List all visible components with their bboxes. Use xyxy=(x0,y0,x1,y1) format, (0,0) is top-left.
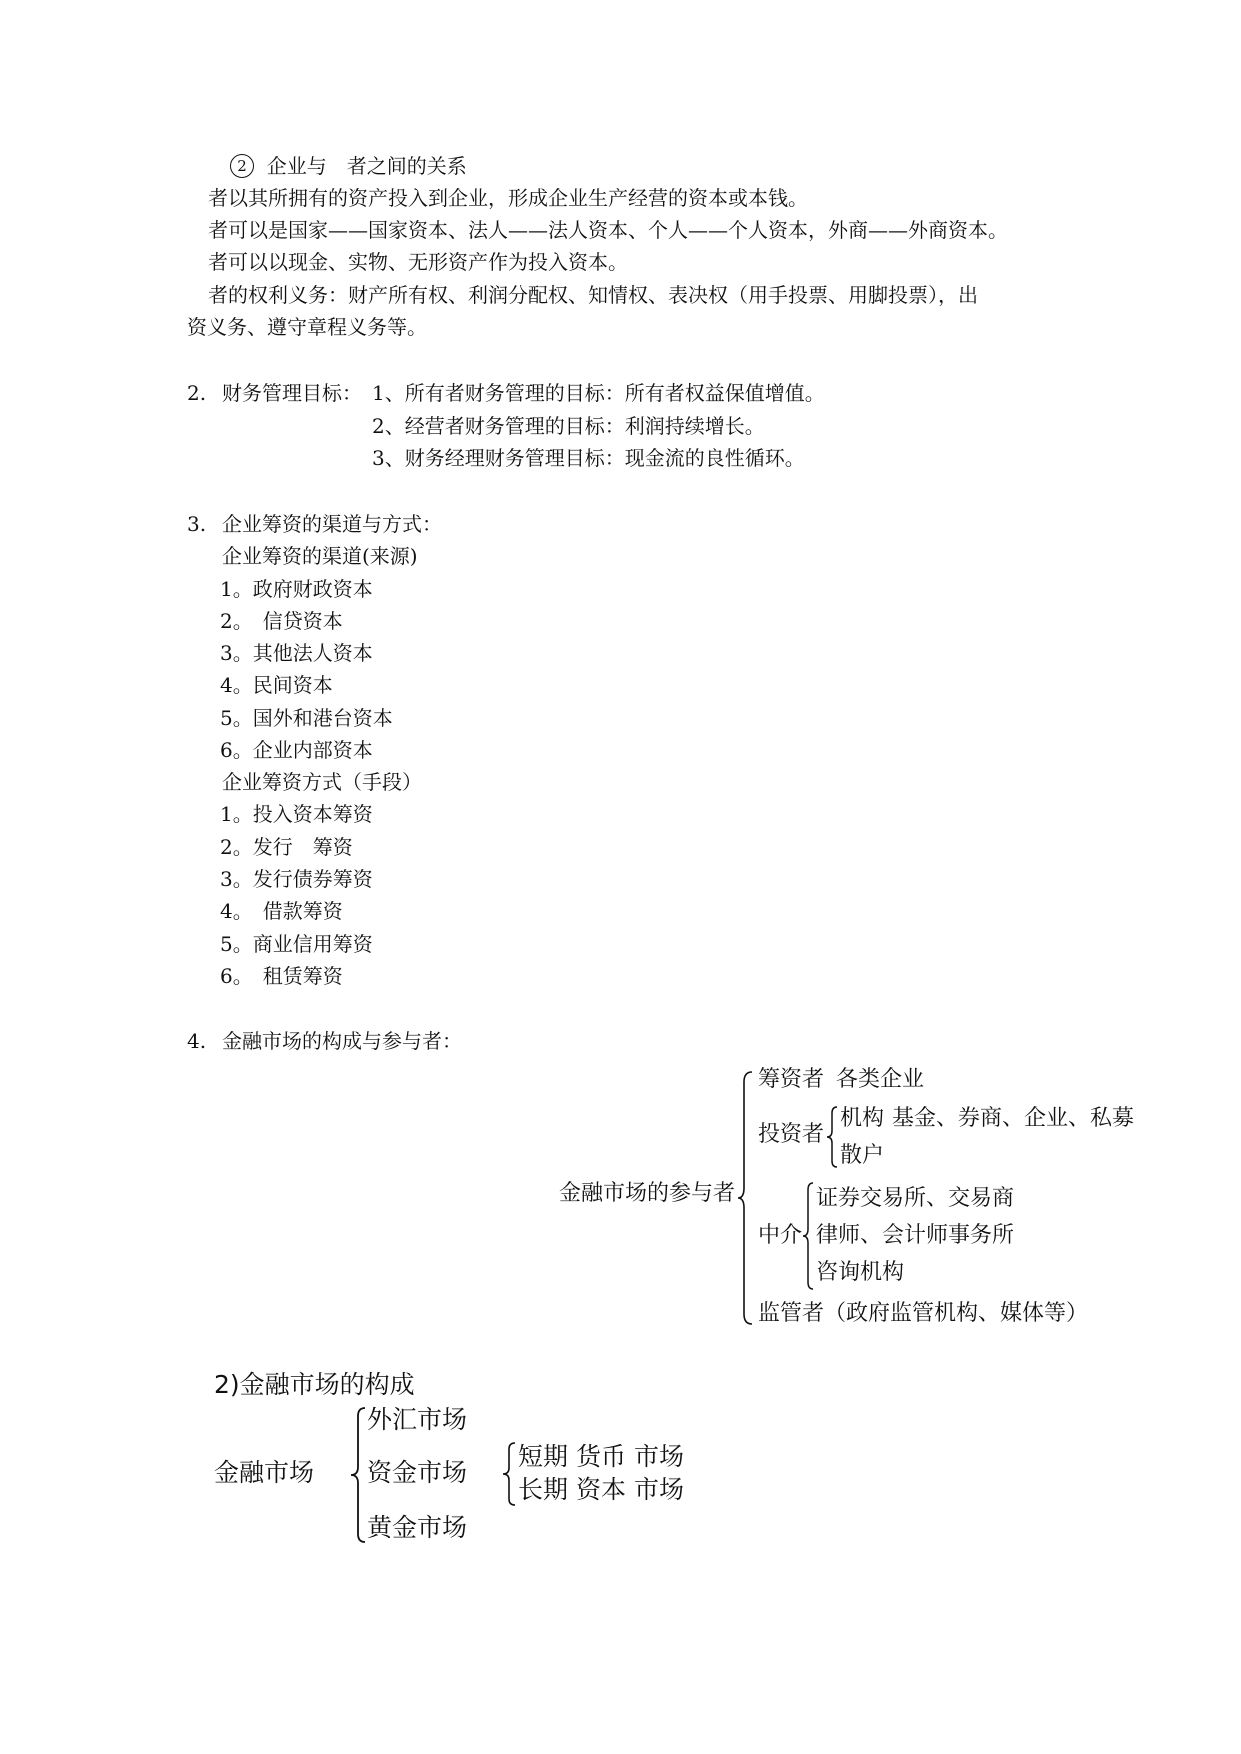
gold-market: 黄金市场 xyxy=(367,1513,468,1542)
intermediary-item: 律师、会计师事务所 xyxy=(816,1223,1015,1248)
short-term-label: 短期 xyxy=(518,1442,569,1471)
method-item: 5。商业信用筹资 xyxy=(220,932,373,956)
section1-para3: 者可以以现金、实物、无形资产作为投入资本。 xyxy=(208,250,628,274)
financiers-detail: 各类企业 xyxy=(836,1067,925,1092)
methods-title: 企业筹资方式（手段） xyxy=(222,770,422,794)
investors-label: 投资者 xyxy=(758,1122,825,1147)
section1-para1: 者以其所拥有的资产投入到企业，形成企业生产经营的资本或本钱。 xyxy=(208,186,808,210)
channel-item: 2。 信贷资本 xyxy=(220,609,343,633)
section1-para2: 者可以是国家——国家资本、法人——法人资本、个人——个人资本，外商——外商资本。 xyxy=(208,218,1008,242)
method-item: 4。 借款筹资 xyxy=(220,899,343,923)
participants-brace xyxy=(738,1068,758,1328)
section3-title: 企业筹资的渠道与方式： xyxy=(222,512,442,536)
long-term-label: 长期 xyxy=(518,1475,569,1504)
section2-number: 2. xyxy=(187,381,207,405)
channel-item: 6。企业内部资本 xyxy=(220,738,373,762)
long-term-market xyxy=(518,1474,684,1506)
intermediary-item: 咨询机构 xyxy=(816,1260,905,1285)
section2-goal-1: 1、所有者财务管理的目标：所有者权益保值增值。 xyxy=(372,381,825,405)
section2-goal-2: 2、经营者财务管理的目标：利润持续增长。 xyxy=(372,414,765,438)
section4-number: 4. xyxy=(187,1029,207,1053)
method-item: 2。发行 筹资 xyxy=(220,835,353,859)
section1-heading xyxy=(230,153,467,179)
composition-root: 金融市场 xyxy=(214,1458,315,1487)
section4-title: 金融市场的构成与参与者： xyxy=(222,1029,462,1053)
market-suffix: 市场 xyxy=(633,1442,684,1471)
retail-investors: 散户 xyxy=(840,1143,885,1168)
regulators-label: 监管者（政府监管机构、媒体等） xyxy=(758,1301,1089,1326)
institutions-label: 机构 xyxy=(840,1106,885,1131)
channel-item: 4。民间资本 xyxy=(220,673,333,697)
institutions-detail: 基金、券商、企业、私募 xyxy=(892,1106,1135,1131)
circled-number-marker: 2 xyxy=(230,154,254,178)
participants-root: 金融市场的参与者 xyxy=(559,1181,736,1206)
capital-label: 资本 xyxy=(575,1475,626,1504)
section1-para4-line1: 者的权利义务：财产所有权、利润分配权、知情权、表决权（用手投票、用脚投票），出 xyxy=(208,283,978,307)
money-label: 货币 xyxy=(575,1442,626,1471)
method-item: 6。 租赁筹资 xyxy=(220,964,343,988)
channel-item: 1。政府财政资本 xyxy=(220,577,373,601)
intermediary-label: 中介 xyxy=(758,1223,803,1248)
composition-title: 2)金融市场的构成 xyxy=(214,1370,415,1399)
section1-heading-text: 企业与 者之间的关系 xyxy=(266,154,467,178)
funds-market: 资金市场 xyxy=(367,1458,468,1487)
section1-para4-line2: 资义务、遵守章程义务等。 xyxy=(187,315,427,339)
method-item: 1。投入资本筹资 xyxy=(220,802,373,826)
method-item: 3。发行债券筹资 xyxy=(220,867,373,891)
section2-goal-3: 3、财务经理财务管理目标：现金流的良性循环。 xyxy=(372,446,805,470)
intermediary-item: 证券交易所、交易商 xyxy=(816,1186,1015,1211)
channel-item: 5。国外和港台资本 xyxy=(220,706,393,730)
intermediary-brace xyxy=(802,1180,816,1292)
short-term-market xyxy=(518,1441,684,1473)
section2-title: 财务管理目标： xyxy=(222,381,362,405)
channel-item: 3。其他法人资本 xyxy=(220,641,373,665)
investors-brace xyxy=(826,1104,840,1170)
funds-brace xyxy=(502,1440,518,1508)
channels-title: 企业筹资的渠道(来源) xyxy=(222,544,418,568)
section3-number: 3. xyxy=(187,512,207,536)
forex-market: 外汇市场 xyxy=(367,1405,468,1434)
financiers-label: 筹资者 xyxy=(758,1067,825,1092)
market-suffix: 市场 xyxy=(633,1475,684,1504)
